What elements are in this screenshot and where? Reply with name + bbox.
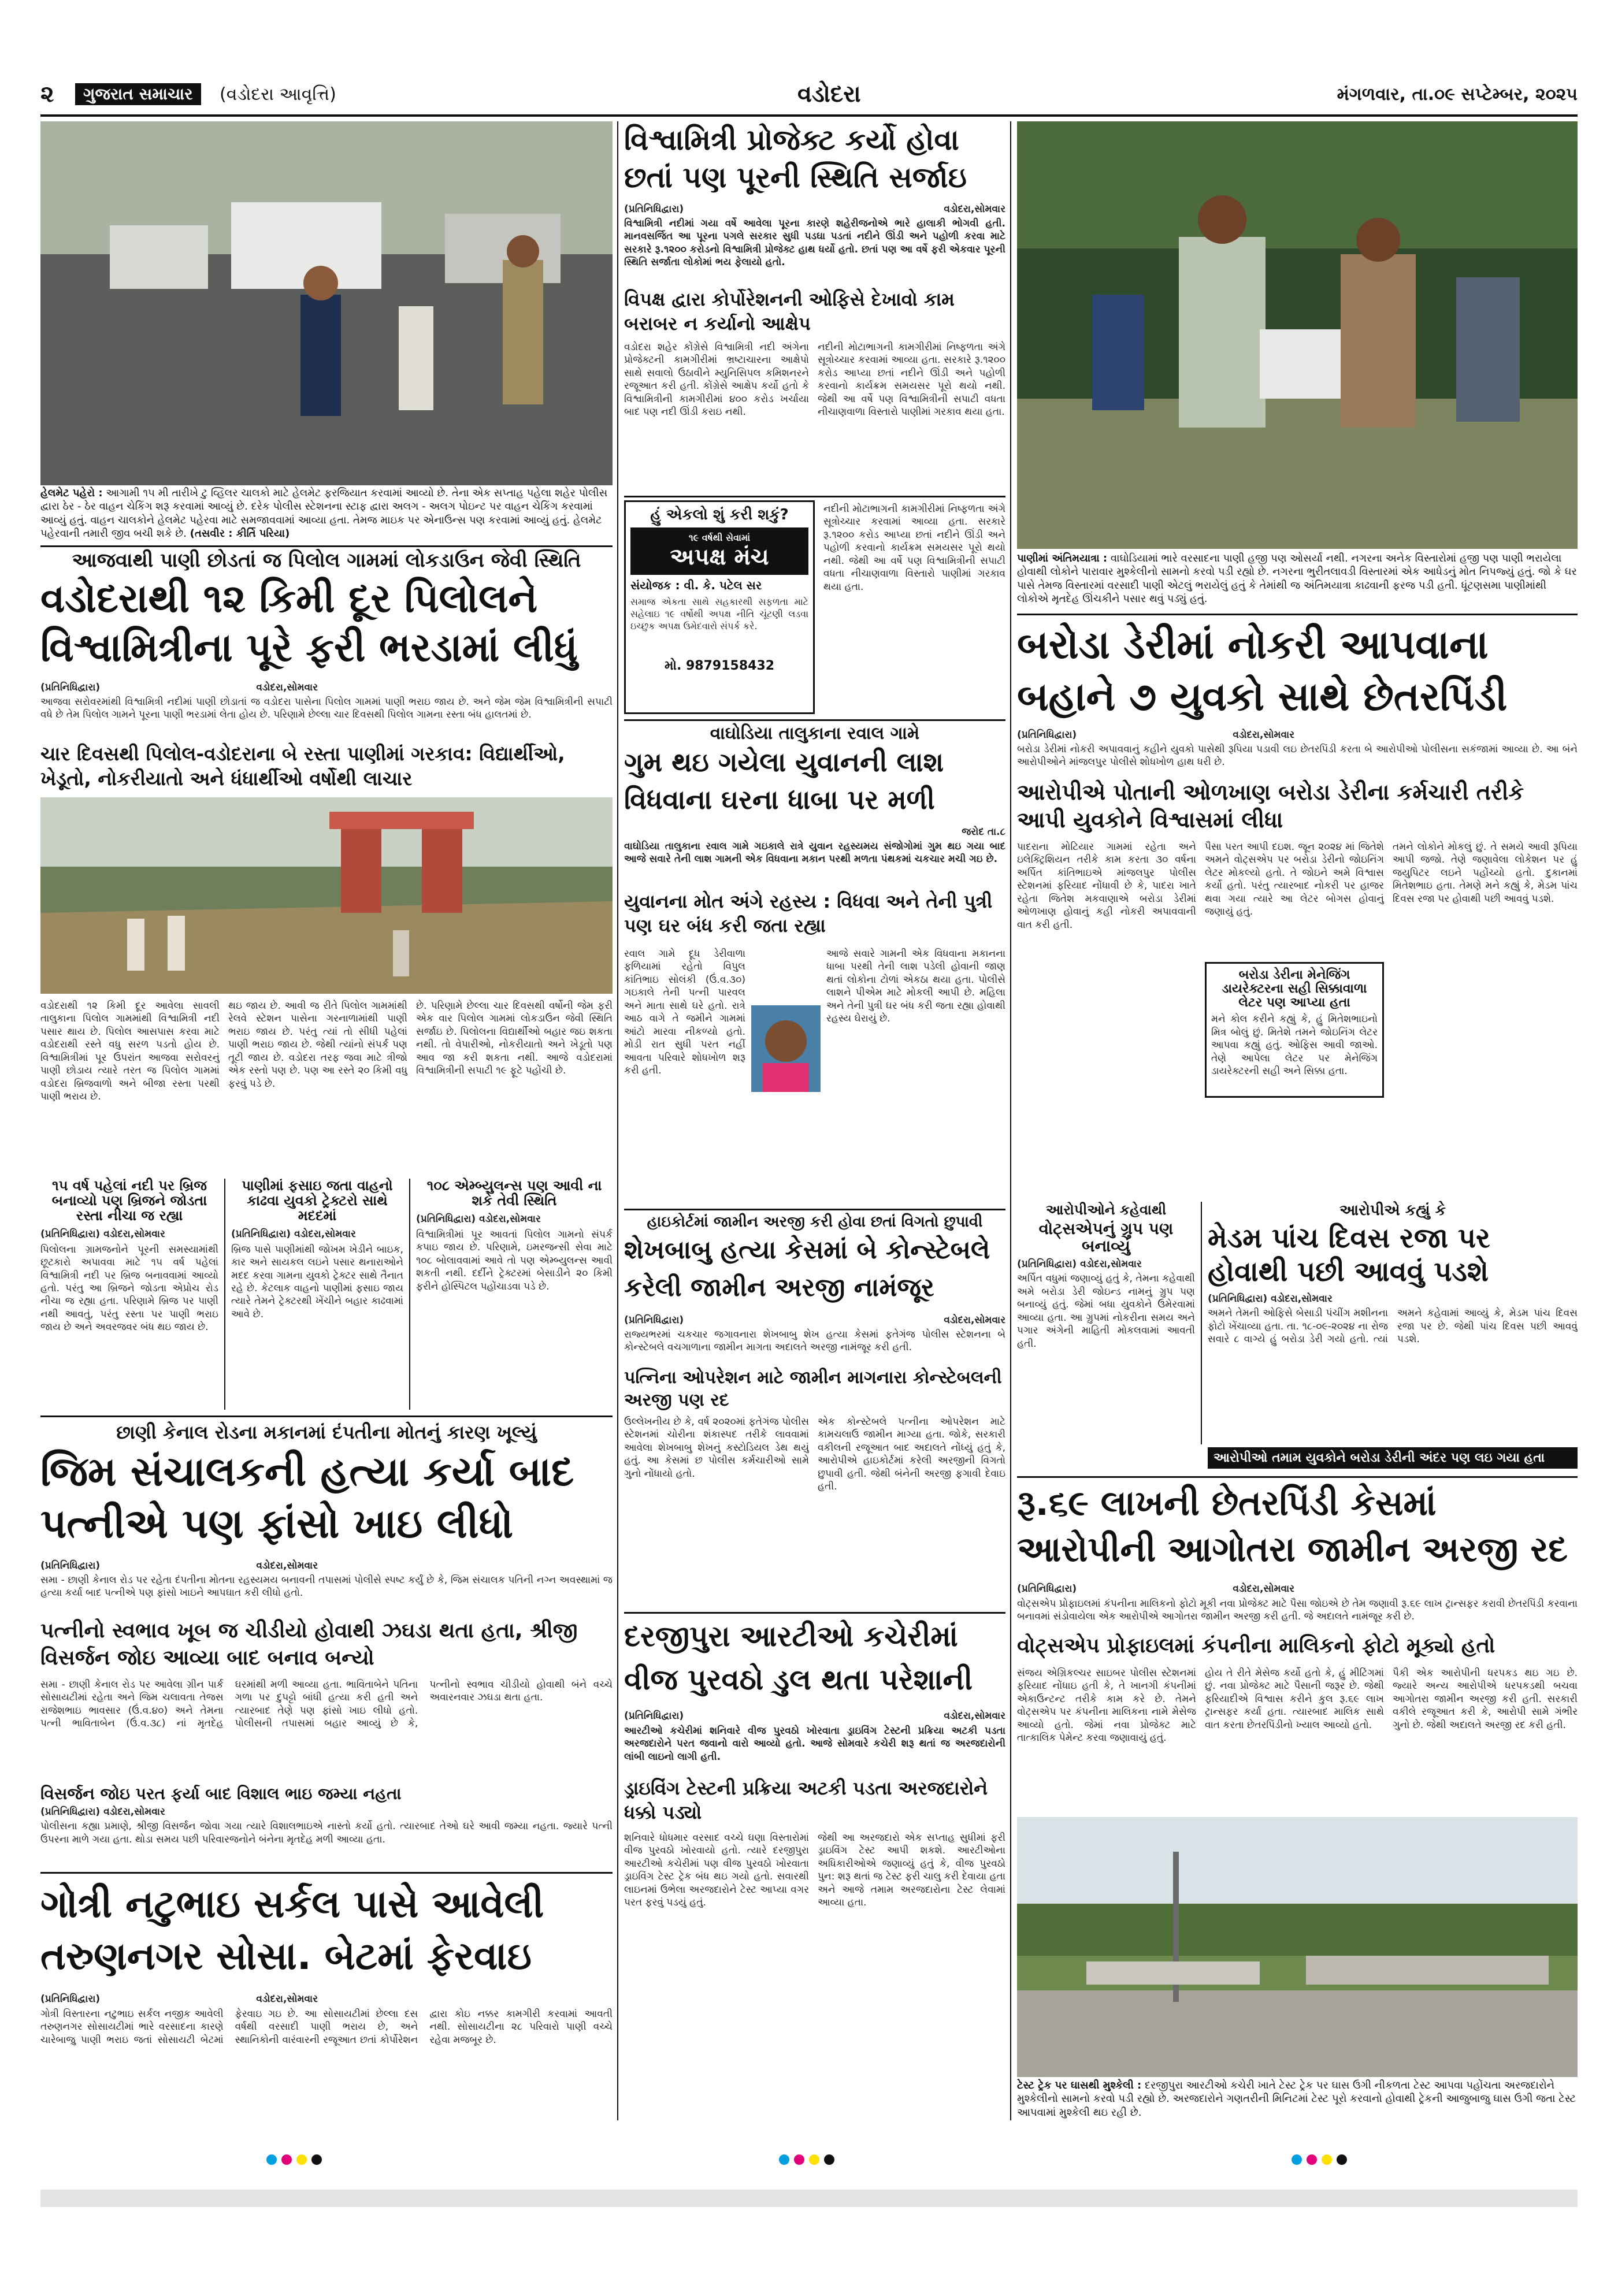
dairy-headline-1: બરોડા ડેરીમાં નોકરી આપવાના — [1017, 622, 1489, 668]
shekhbabu-headline-1: શેખબાબુ હત્યા કેસમાં બે કોન્સ્ટેબલે — [624, 1235, 990, 1265]
darjipura-dateline — [624, 1710, 1005, 1722]
pilol-col-1: વડોદરાથી ૧૨ કિમી દૂર આવેલા સાવલી તાલુકાના પિલોલ ગામમાંથી વિશ્વામિત્રી નદી પસાર થાય છે. પિલોલ આસપાસ કરવા માટે વડોદરાથી રસ્તે વધુ સરળ પડતો હોય છે. વિશ્વામિત્રીમાં પૂર ઉપરાંત આજવા સરોવરનું પાણી છોડાય ત્યારે તરત જ પિલોલ ગામમાં વડોદરા બ્રિજવાળો અને બીજા રસ્તા પરથી પાણી ભરાય છે. — [40, 1000, 220, 1103]
apaksh-text: સમાજ એકતા સાથે સહકારથી સફળતા માટે સહેલાઇ ૧૯ વર્ષોથી અપક્ષ નીતિ ચૂંટણી લડવા ઇચ્છુક અપક્ષ ઉમેદવારો સંપર્ક કરે. — [630, 596, 808, 631]
chhani-box-title: વિસર્જન જોઇ પરત ફર્યા બાદ વિશાલ ભાઇ જમ્યા નહતા — [40, 1784, 402, 1803]
vishwamitri-headline-2: છતાં પણ પૂરની સ્થિતિ સર્જાઇ — [624, 161, 967, 194]
pilol-box-tractor — [231, 1179, 410, 1410]
vishwamitri-subhead: વિપક્ષ દ્વારા કોર્પોરેશનની ઓફિસે દેખાવો કામ બરાબર ન કર્યાનો આક્ષેપ — [624, 288, 955, 335]
funeral-flood-photo — [1017, 121, 1578, 549]
helmet-photo-credit: (તસવીર : કીર્તિ પરિયા) — [190, 527, 290, 540]
darjipura-headline-2: વીજ પુરવઠો ડુલ થતા પરેશાની — [624, 1663, 973, 1696]
helmet-check-photo — [40, 121, 613, 485]
divider — [40, 545, 613, 547]
column-rule — [617, 121, 618, 2120]
print-grey-strip — [40, 2190, 1578, 2207]
darjipura-subhead: ડ્રાઇવિંગ ટેસ્ટની પ્રક્રિયા અટકી પડતા અરજદારોને ધક્કો પડ્યો — [624, 1777, 988, 1823]
madam-kicker: આરોપીએ કહ્યું કે — [1339, 1202, 1446, 1219]
apaksh-ad — [624, 500, 815, 714]
fraud69-subhead: વોટ્સએપ પ્રોફાઇલમાં કંપનીના માલિકનો ફોટો મૂક્યો હતો — [1017, 1634, 1495, 1658]
shekhbabu-headline-2: કરેલી જામીન અરજી નામંજૂર — [624, 1273, 934, 1302]
fraud69-col-1: સંજય એગ્રિકલ્ચર સાઇબર પોલીસ સ્ટેશનમાં ફરિયાદ નોંધાઇ હતી કે, તે ખાનગી કંપનીમાં એકાઉન્ટન્ટ તરીકે કામ કરે છે. તેમને વોટ્સએપ પર કંપનીના માલિકના નામે મેસેજ આવ્યો હતો. જેમાં નવા પ્રોજેક્ટ માટે તાત્કાલિક પેમેન્ટ કરવા જણાવાયું હતું. — [1017, 1667, 1196, 1744]
dateline-source: (પ્રતિનિધિદ્વારા) — [624, 203, 684, 215]
pilol-col-2: થઇ જાય છે. આવી જ રીતે પિલોલ ગામમાંથી રેલવે સ્ટેશન પાસેના ગરનાળામાંથી પાણી ભરાઇ જાય છે. પરંતુ ત્યાં તો સીધી પહેલાં પાણી ભરાઇ જાય છે. જેથી ત્યાંનો સંપર્ક પણ તૂટી જાય છે. વડોદરા તરફ જવા માટે ત્રીજો એક રસ્તો પણ છે. પણ આ રસ્તે ૨૦ કિમી વધુ ફરવું પડે છે. — [228, 1000, 407, 1090]
divider — [1017, 614, 1578, 615]
registration-mark-group — [266, 2154, 326, 2167]
tractor-box-body: બ્રિજ પાસે પાણીમાંથી જોખમ ખેડીને બાઇક, કાર અને સાયકલ લઇને પસાર થનારાઓને મદદ કરવા ગામના યુવકો ટ્રેક્ટર સાથે તૈનાત રહે છે. કેટલાક વાહનો પાણીમાં ફસાઇ જાય ત્યારે તેમને ટ્રેક્ટરથી ખેંચીને બહાર કાઢવામાં આવે છે. — [231, 1243, 403, 1320]
edition-label: (વડોદરા આવૃત્તિ) — [220, 84, 336, 105]
paper-name: ગુજરાત સમાચાર — [75, 83, 201, 105]
dairy-letter-box — [1205, 962, 1384, 1098]
shekhbabu-lead: રાજ્યભરમાં ચકચાર જગાવનારા શેખબાબુ શેખ હત્યા કેસમાં ફતેગંજ પોલીસ સ્ટેશનના બે કોન્સ્ટેબલે વચગાળાના જામીન માગતા અદાલતે અરજી નામંજૂર કરી હતી. — [624, 1329, 1005, 1354]
registration-marks-bottom — [40, 2149, 1578, 2172]
helmet-photo-caption — [40, 486, 613, 544]
ambulance-box-body: વિશ્વામિત્રીમાં પૂર આવતાં પિલોલ ગામનો સંપર્ક કપાઇ જાય છે. પરિણામે, ઇમરજન્સી સેવા માટે ૧૦૮ બોલાવવામાં આવે તો પણ એમ્બ્યુલન્સ આવી શકતી નથી. દર્દીને ટ્રેક્ટરમાં બેસાડીને ૨૦ કિમી ફરીને હોસ્પિટલ પહોંચાડવા પડે છે. — [416, 1228, 613, 1292]
apaksh-brand: અપક્ષ મંચ — [670, 544, 769, 571]
fraud69-dateline — [1017, 1583, 1294, 1595]
madam-box — [1208, 1202, 1578, 1444]
madam-headline: મેડમ પાંચ દિવસ રજા પર હોવાથી પછી આવવું પડશે — [1208, 1222, 1490, 1288]
ambulance-box-dateline: (પ્રતિનિધિદ્વારા) વડોદરા,સોમવાર — [416, 1213, 541, 1225]
rto-caption-text: દરજીપુરા આરટીઓ કચેરી ખાતે ટેસ્ટ ટ્રેક પર ઘાસ ઉગી નીકળતા ટેસ્ટ આપવા પહોંચતા અરજદારોને મુશ્કેલીનો સામનો કરવો પડી રહ્યો છે. અરજદારોને ગણતરીની મિનિટમાં ટેસ્ટ પૂરો કરવાનો હોવાથી ટ્રેકની આજુબાજુ ઘાસ ઉગી જતા ટેસ્ટ આપવામાં મુશ્કેલી થઇ રહી છે. — [1017, 2079, 1576, 2119]
vaghodiya-lead: વાઘોડિયા તાલુકાના રવાલ ગામે ગઇકાલે રાત્રે યુવાન રહસ્યમય સંજોગોમાં ગુમ થઇ ગયા બાદ આજે સવારે તેની લાશ ગામની એક વિધવાના મકાન પરથી મળતા પંથકમાં ચકચાર મચી ગઇ છે. — [624, 841, 1005, 865]
darjipura-col-1: શનિવારે ધોધમાર વરસાદ વચ્ચે ઘણા વિસ્તારોમાં વીજ પુરવઠો ખોરવાયો હતો. ત્યારે દરજીપુરા આરટીઓ કચેરીમાં પણ વીજ પુરવઠો ખોરવાતા ડ્રાઇવિંગ ટેસ્ટ ટ્રેક બંધ થઇ ગયો હતો. સવારથી લાઇનમાં ઉભેલા અરજદારોને ટેસ્ટ આપ્યા વગર પરત ફરવું પડયું હતું. — [624, 1832, 809, 1909]
masthead-rule — [40, 114, 1578, 117]
apaksh-phone: મો. 9879158432 — [664, 658, 775, 673]
funeral-flood-illustration — [1017, 121, 1578, 549]
pilol-box-ambulance — [416, 1179, 613, 1410]
tractor-box-title: પાણીમાં ફસાઇ જતા વાહનો કાઢવા યુવકો ટ્રેક્ટરો સાથે મદદમાં — [242, 1177, 393, 1224]
pilol-headline-1: વડોદરાથી ૧૨ કિમી દૂર પિલોલને — [40, 576, 538, 622]
dateline-place: વડોદરા,સોમવાર — [944, 1710, 1005, 1722]
ambulance-box-title: ૧૦૮ એમ્બ્યુલન્સ પણ આવી ના શકે તેવી સ્થિતિ — [426, 1177, 602, 1209]
whatsapp-body: અર્પિત વધુમાં જણાવ્યું હતું કે, તેમના કહેવાથી અમે બરોડા ડેરી જોઇન્ડ નામનું ગ્રુપ પણ બનાવ્યું હતું. જેમાં બધા યુવકોને ઉમેરવામાં આવ્યા હતા. આ ગ્રુપમાં નોકરીના સમય અને પગાર અંગેની માહિતી મોકલવામાં આવતી હતી. — [1017, 1273, 1195, 1350]
darjipura-lead: આરટીઓ કચેરીમાં શનિવારે વીજ પુરવઠો ખોરવાતા ડ્રાઇવિંગ ટેસ્ટની પ્રક્રિયા અટકી પડતા અરજદારોને પરત જવાનો વારો આવ્યો હતો. આજે સોમવારે કચેરી શરૂ થતાં જ અરજદારોની લાંબી લાઇનો લાગી હતી. — [624, 1725, 1005, 1763]
dairy-col-2: પૈસા પરત આપી દઇશ. જૂન ૨૦૨૪ માં જિતેશે અમને વોટ્સએપ પર બરોડા ડેરીનો જોઇનિંગ લેટર મોકલ્યો હતો. તે જોઇને અમે વિશ્વાસ કર્યો હતો. પરંતુ ત્યારબાદ નોકરી પર હાજર થવા ગયા ત્યારે આ લેટર બોગસ હોવાનું જણાયું હતું. — [1205, 841, 1384, 918]
vishwamitri-lead: વિશ્વામિત્રી નદીમાં ગયા વર્ષે આવેલા પૂરના કારણે શહેરીજનોએ ભારે હાલાકી ભોગવી હતી. માનવસર્જિત આ પૂરના પગલે સરકાર સુધી પડઘા પડતાં નદીને ઊંડી અને પહોળી કરવા માટે સરકારે રૂ.૧૨૦૦ કરોડનો વિશ્વામિત્રી પ્રોજેક્ટ હાથ ધર્યો હતો. છતાં પણ આ વર્ષે ફરી એકવાર પૂરની સ્થિતિ સર્જાતા લોકોમાં ભય ફેલાયો હતો. — [624, 218, 1005, 269]
vaghodiya-col-1: રવાલ ગામે દૂધ ડેરીવાળા ફળિયામાં રહેતો વિપુલ કાંતિભાઇ સોલંકી (ઉં.વ.૩૦) ગઇકાલે તેની પત્ની પારવલ અને માતા સાથે ઘરે હતો. રાત્રે આઠ વાગે તે જમીને ગામમાં આંટો મારવા નીકળ્યો હતો. મોડી રાત સુધી પરત નહીં આવતા પરિવારે શોધખોળ શરૂ કરી હતી. — [624, 948, 745, 1076]
divider — [1017, 1476, 1578, 1478]
masthead — [40, 81, 1578, 110]
divider — [624, 1612, 1005, 1614]
apaksh-title: હું એકલો શું કરી શકું? — [650, 506, 789, 523]
chhani-headline-2: પત્નીએ પણ ફાંસો ખાઇ લીધો — [40, 1500, 514, 1547]
divider — [40, 1872, 613, 1874]
dateline-source: (પ્રતિનિધિદ્વારા) — [1017, 729, 1077, 741]
chhani-kicker: છાણી કેનાલ રોડના મકાનમાં દંપતીના મોતનું કારણ ખૂલ્યું — [116, 1421, 537, 1443]
dairy-letter-box-body: મને કોલ કરીને કહ્યું કે, હું મિતેશભાઇનો મિત્ર બોલું છું. મિતેશે તમને જોઇનિંગ લેટર આપવા કહ્યું હતું. ઓફિસ આવી જાઓ. તેણે આપેલા લેટર પર મેનેજિંગ ડાયરેક્ટરની સહી અને સિક્કા હતા. — [1211, 1013, 1378, 1077]
darjipura-col-2: જેથી આ અરજદારો એક સપ્તાહ સુધીમાં ફરી ડ્રાઇવિંગ ટેસ્ટ આપી શકશે. આરટીઓના અધિકારીઓએ જણાવ્યું હતું કે, વીજ પુરવઠો પુન: શરૂ થતાં જ ટેસ્ટ ફરી ચાલુ કરી દેવાયા હતા અને આજે તમામ અરજદારોના ટેસ્ટ લેવામાં આવ્યા હતા. — [818, 1832, 1005, 1909]
chhani-box-body: પોલીસના કહ્યા પ્રમાણે, શ્રીજી વિસર્જન જોવા ગયા ત્યારે વિશાલભાઇએ નાસ્તો કર્યો હતો. ત્યારબાદ તેઓ ઘરે આવી જમ્યા નહતા. જ્યારે પત્ની ઉપરના માળે ગયા હતા. થોડા સમય પછી પરિવારજનોને બંનેના મૃતદેહ મળી આવ્યા હતા. — [40, 1821, 613, 1845]
shekhbabu-dateline — [624, 1314, 1005, 1326]
apaksh-convener: સંયોજક : વી. કે. પટેલ સર — [630, 578, 762, 593]
bridge-box-title: ૧૫ વર્ષ પહેલાં નદી પર બ્રિજ બનાવ્યો પણ બ્રિજને જોડતા રસ્તા નીચા જ રહ્યા — [51, 1177, 207, 1224]
pilol-dateline — [40, 682, 318, 693]
divider — [624, 1209, 1005, 1210]
madam-dateline: (પ્રતિનિધિદ્વારા) વડોદરા,સોમવાર — [1208, 1293, 1333, 1305]
dateline-place: વડોદરા,સોમવાર — [256, 1560, 318, 1571]
fraud69-headline-2: આરોપીની આગોતરા જામીન અરજી રદ — [1017, 1529, 1568, 1570]
funeral-photo-caption — [1017, 552, 1578, 612]
chhani-dateline — [40, 1560, 318, 1571]
gotri-body: ગોત્રી વિસ્તારના નટુભાઇ સર્કલ નજીક આવેલી તરુણનગર સોસાયટીમાં ભારે વરસાદના કારણે ચારેબાજુ પાણી ભરાઇ જતાં સોસાયટી બેટમાં ફેરવાઇ ગઇ છે. આ સોસાયટીમાં છેલ્લા દસ વર્ષથી વરસાદી પાણી ભરાય છે, અને સ્થાનિકોની વારંવારની રજૂઆત છતાં કોર્પોરેશન દ્વારા કોઇ નક્કર કામગીરી કરવામાં આવતી નથી. સોસાયટીના ૨૮ પરિવારો પાણી વચ્ચે રહેવા મજબૂર છે. — [40, 2008, 613, 2046]
whatsapp-dateline: (પ્રતિનિધિદ્વારા) વડોદરા,સોમવાર — [1017, 1258, 1142, 1270]
registration-mark-group — [1292, 2154, 1352, 2167]
dateline-place: વડોદરા,સોમવાર — [1233, 729, 1294, 741]
whatsapp-title: વોટ્સએપનું ગ્રુપ પણ બનાવ્યું — [1038, 1219, 1174, 1256]
shekhbabu-kicker: હાઇકોર્ટમાં જામીન અરજી કરી હોવા છતાં વિગતો છુપાવી — [647, 1213, 983, 1231]
darjipura-headline-1: દરજીપુરા આરટીઓ કચેરીમાં — [624, 1619, 958, 1653]
shekhbabu-subhead: પત્નિના ઓપરેશન માટે જામીન માગનારા કોન્સ્ટેબલની અરજી પણ રદ — [624, 1368, 1002, 1410]
whatsapp-kicker: આરોપીઓને કહેવાથી — [1045, 1202, 1167, 1218]
dairy-lead: બરોડા ડેરીમાં નોકરી અપાવવાનું કહીને યુવકો પાસેથી રૂપિયા પડાવી લઇ છેતરપિંડી કરતા બે આરોપીઓ પોલીસના સકંજામાં આવ્યા છે. આ બંને આરોપીઓને માંજલપુર પોલીસે શોધખોળ હાથ ધરી છે. — [1017, 744, 1578, 768]
dateline-place: વડોદરા,સોમવાર — [256, 682, 318, 693]
bridge-box-dateline: (પ્રતિનિધિદ્વારા) વડોદરા,સોમવાર — [40, 1228, 165, 1240]
pilol-kicker: આજવાથી પાણી છોડતાં જ પિલોલ ગામમાં લોકડાઉન જેવી સ્થિતિ — [72, 549, 581, 572]
shekhbabu-col-1: ઉલ્લેખનીય છે કે, વર્ષ ૨૦૨૦માં ફતેગંજ પોલીસ સ્ટેશનમાં ચોરીના શંકાસ્પદ તરીકે લાવવામાં આવેલા શેખબાબુ શેખનું કસ્ટોડિયલ ડેથ થયું હતું. આ કેસમાં છ પોલીસ કર્મચારીઓ સામે ગુનો નોંધાયો હતો. — [624, 1416, 809, 1480]
apaksh-brand-sub: ૧૯ વર્ષથી સેવામાં — [688, 532, 751, 544]
pilol-col-3: છે. પરિણામે છેલ્લા ચાર દિવસથી વર્ષોની જેમ ફરી એક વાર પિલોલ ગામમાં લોકડાઉન જેવી સ્થિતિ સર્જાઇ છે. પિલોલના વિદ્યાર્થીઓ બહાર જઇ શકતા નથી. તો વેપારીઓ, નોકરીયાતો અને ખેડૂતો પણ આવ જા કરી શકતા નથી. આજે વડોદરામાં વિશ્વામિત્રીની સપાટી ૧૯ ફૂટે પહોંચી છે. — [416, 1000, 613, 1077]
chhani-box-dateline: (પ્રતિનિધિદ્વારા) વડોદરા,સોમવાર — [40, 1806, 165, 1818]
gotri-headline-1: ગોત્રી નટુભાઇ સર્કલ પાસે આવેલી — [40, 1882, 544, 1926]
rto-photo-caption — [1017, 2079, 1578, 2120]
fraud69-lead: વોટ્સએપ પ્રોફાઇલમાં કંપનીના માલિકનો ફોટો મૂકી નવા પ્રોજેક્ટ માટે પૈસા જોઇએ છે તેમ જણાવી રૂ.૬૯ લાખ ટ્રાન્સફર કરાવી છેતરપિંડી કરવાના બનાવમાં સંડોવાયેલા એક આરોપીએ આગોતરા જામીન અરજી કરી હતી. જે અદાલતે નામંજૂર કરી છે. — [1017, 1598, 1578, 1623]
madam-body: અમને તેમની ઓફિસે બેસાડી પંચીંગ મશીનના ફોટો ખેંચાવ્યા હતા. તા. ૧૮-૦૯-૨૦૨૪ ના રોજ સવારે ૮ વાગ્યે હું બરોડા ડેરી ગયો હતો. ત્યાં અમને કહેવામાં આવ્યું કે, મેડમ પાંચ દિવસ રજા પર છે. જેથી પાંચ દિવસ પછી આવવું પડશે. — [1208, 1307, 1578, 1346]
vishwamitri-col-2: નદીની મોટાભાગની કામગીરીમાં નિષ્ફળતા અંગે સૂત્રોચ્ચાર કરવામાં આવ્યા હતા. સરકારે રૂ.૧૨૦૦ કરોડ આપ્યા છતાં નદીને ઊંડી અને પહોળી કરવાનો કાર્યક્રમ સમયસર પૂરો થયો નથી. જેથી આ વર્ષે પણ વિશ્વામિત્રીની સપાટી વધતા નીચાણવાળા વિસ્તારો પાણીમાં ગરકાવ થયા હતા. — [818, 341, 1005, 418]
gotri-headline-2: તરુણનગર સોસા. બેટમાં ફેરવાઇ — [40, 1934, 532, 1978]
pilol-flood-photo — [40, 797, 613, 994]
pilol-lead: આજવા સરોવરમાંથી વિશ્વામિત્રી નદીમાં પાણી છોડાતાં જ વડોદરા પાસેના પિલોલ ગામમાં પાણી ભરાઇ જાય છે. અને જેમ જેમ વિશ્વામિત્રીની સપાટી વધે છે તેમ પિલોલ ગામને પૂરના પાણી ભરડામાં લેતા હોય છે. પરિણામે છેલ્લા ચાર દિવસથી પિલોલ ગામના રસ્તા બંધ હાલતમાં છે. — [40, 696, 613, 721]
dateline-source: (પ્રતિનિધિદ્વારા) — [1017, 1583, 1077, 1595]
apaksh-brand-block — [630, 527, 808, 575]
dateline-place: જરોદ તા.૮ — [962, 826, 1005, 838]
vaghodiya-subhead: યુવાનના મોત અંગે રહસ્ય : વિધવા અને તેની પુત્રી પણ ઘર બંધ કરી જતા રહ્યા — [624, 890, 993, 937]
fraud69-headline-1: રૂ.૬૯ લાખની છેતરપિંડી કેસમાં — [1017, 1483, 1437, 1524]
vaghodiya-col-2: આજે સવારે ગામની એક વિધવાના મકાનના ધાબા પરથી તેની લાશ પડેલી હોવાની જાણ થતાં લોકોના ટોળાં એકઠા થયા હતા. પોલીસે લાશને પીએમ માટે મોકલી આપી છે. મહિલા અને તેની પુત્રી ઘર બંધ કરી જતા રહ્યા હોવાથી રહસ્ય ઘેરાયું છે. — [826, 948, 1005, 1025]
chhani-subhead: પત્નીનો સ્વભાવ ખૂબ જ ચીડીયો હોવાથી ઝઘડા થતા હતા, શ્રીજી વિસર્જન જોઇ આવ્યા બાદ બનાવ બન્યો — [40, 1619, 578, 1670]
funeral-caption-label: પાણીમાં અંતિમયાત્રા : — [1017, 552, 1108, 564]
dairy-headline-2: બહાને ૭ યુવકો સાથે છેતરપિંડી — [1017, 674, 1508, 720]
vaghodiya-headline-2: વિધવાના ઘરના ધાબા પર મળી — [624, 784, 935, 815]
chhani-body: સમા - છાણી કેનાલ રોડ પર આવેલા ગ્રીન પાર્ક સોસાયટીમાં રહેતા અને જિમ ચલાવતા તેજસ રાજેશભાઇ ભાવસાર (ઉં.વ.૪૦) અને તેમના પત્ની ભાવિતાબેન (ઉં.વ.૩૮) નાં મૃતદેહ ઘરમાંથી મળી આવ્યા હતા. ભાવિતાબેને પતિના ગળા પર દુપટ્ટો બાંધી હત્યા કરી હતી અને ત્યારબાદ તેણે પણ ફાંસો ખાઇ લીધો હતો. પોલીસની તપાસમાં બહાર આવ્યું છે કે, પત્નીનો સ્વભાવ ચીડીયો હોવાથી બંને વચ્ચે અવારનવાર ઝઘડા થતા હતા. — [40, 1679, 613, 1730]
divider — [624, 719, 1005, 721]
whatsapp-group-box — [1017, 1202, 1202, 1444]
dairy-col-1: પાદરાના મોટિયાર ગામમાં રહેતા અને ઇલેક્ટ્રિશિયન તરીકે કામ કરતા ૩૦ વર્ષના અર્પિત કાંતિભાઇએ માંજલપુર પોલીસ સ્ટેશનમાં ફરિયાદ નોંધાવી છે કે, પાદરા ખાતે રહેતા જિતેશ મકવાણાએ બરોડા ડેરીમાં ઓળખાણ હોવાનું કહી નોકરી અપાવવાની વાત કરી હતી. — [1017, 841, 1196, 931]
dateline-place: વડોદરા,સોમવાર — [256, 1993, 318, 2005]
chhani-lead: સમા - છાણી કેનાલ રોડ પર રહેતા દંપતીના મોતના રહસ્યમય બનાવની તપાસમાં પોલીસે સ્પષ્ટ કર્યું છે કે, જિમ સંચાલક પતિની નગ્ન અવસ્થામાં જ હત્યા કર્યા બાદ પત્નીએ પણ ફાંસો ખાઇને આપઘાત કરી લીધો હતો. — [40, 1574, 613, 1599]
chhani-box — [40, 1785, 613, 1866]
tractor-box-dateline: (પ્રતિનિધિદ્વારા) વડોદરા,સોમવાર — [231, 1228, 356, 1240]
registration-mark-group — [779, 2154, 839, 2167]
dateline-source: (પ્રતિનિધિદ્વારા) — [40, 1560, 101, 1571]
dairy-subhead: આરોપીએ પોતાની ઓળખાણ બરોડા ડેરીના કર્મચારી તરીકે આપી યુવકોને વિશ્વાસમાં લીધા — [1017, 779, 1524, 833]
dateline-place: વડોદરા,સોમવાર — [944, 1314, 1005, 1326]
dairy-letter-box-title: બરોડા ડેરીના મેનેજિંગ ડાયરેક્ટરના સહી સિક્કાવાળા લેટર પણ આપ્યા હતા — [1222, 968, 1367, 1010]
bridge-box-body: પિલોલના ગ્રામજનોને પૂરની સમસ્યામાંથી છૂટકારો અપાવવા માટે ૧૫ વર્ષ પહેલાં વિશ્વામિત્રી નદી પર બ્રિજ બનાવવામાં આવ્યો હતો. પરંતુ આ બ્રિજને જોડતા એપ્રોચ રોડ નીચા જ રહ્યા હતા. પરિણામે બ્રિજ પર પાણી નથી આવતું, પરંતુ રસ્તા પર પાણી ભરાઇ જાય છે અને અવરજવર બંધ થઇ જાય છે. — [40, 1243, 218, 1333]
divider — [40, 1416, 613, 1417]
column-rule — [1010, 121, 1011, 2120]
helmet-check-illustration — [40, 121, 613, 485]
issue-date: મંગળવાર, તા.૦૯ સપ્ટેમ્બર, ૨૦૨૫ — [1337, 84, 1578, 105]
dateline-source: (પ્રતિનિધિદ્વારા) — [40, 682, 101, 693]
page-number: ૨ — [40, 81, 54, 107]
pilol-headline-2: વિશ્વામિત્રીના પૂરે ફરી ભરડામાં લીધું — [40, 625, 578, 671]
dateline-place: વડોદરા,સોમવાર — [1233, 1583, 1294, 1595]
shekhbabu-col-2: એક કોન્સ્ટેબલે પત્નીના ઓપરેશન માટે કામચલાઉ જામીન માગ્યા હતા. જોકે, સરકારી વકીલની રજૂઆત બાદ અદાલતે નોંધ્યું હતું કે, આરોપીએ હાઇકોર્ટમાં કરેલી અરજીની વિગતો છુપાવી હતી. જેથી બંનેની અરજી ફગાવી દેવાઇ હતી. — [818, 1416, 1005, 1493]
helmet-caption-text: આગામી ૧૫ મી તારીખે ટુ વ્હિલર ચાલકો માટે હેલમેટ ફરજિયાત કરવામાં આવ્યો છે. તેના એક સપ્તાહ પહેલા શહેર પોલીસ દ્વારા ઠેર - ઠેર વાહન ચેકિંગ શરૂ કરવામાં આવ્યું છે. દરેક પોલીસ સ્ટેશનના સ્ટાફ દ્વારા અલગ - અલગ પોઇન્ટ પર વાહન ચેકિંગ કરવામાં આવ્યું હતું. વાહન ચાલકોને હેલમેટ પહેરવા માટે સમજાવવામાં આવ્યા હતા. તેમજ માઇક પર એનાઉન્સ પણ કરવામાં આવ્યું હતું. હેલમેટ પહેરવાની તમારી જીવ બચી શકે છે. — [40, 487, 608, 540]
funeral-caption-text: વાઘોડિયામાં ભારે વરસાદના પાણી હજી પણ ઓસર્યા નથી. નગરના અનેક વિસ્તારોમાં હજી પણ પાણી ભરાયેલા હોવાથી લોકોને પારાવાર મુશ્કેલીનો સામનો કરવો પડી રહ્યો છે. નગરના ભુરીતલાવડી વિસ્તારમાં એક આધેડનું મોત નિપજ્યું હતું. જો કે ઘર પાસે તેમજ વિસ્તારમાં વરસાદી પાણી એટલું ભરાયેલું હતું કે તેમાંથી જ અંતિમયાત્રા કાઢવાની ફરજ પડી હતી. ધૂંટણસમા પાણીમાંથી લોકોએ મૃતદેહ ઊંચકીને પસાર થવું પડ્યું હતું. — [1017, 552, 1577, 605]
dateline-source: (પ્રતિનિધિદ્વારા) — [40, 1993, 101, 2005]
dateline-place: વડોદરા,સોમવાર — [944, 203, 1005, 215]
vishwamitri-headline-1: વિશ્વામિત્રી પ્રોજેક્ટ કર્યો હોવા — [624, 123, 959, 157]
rto-track-illustration — [1017, 1817, 1578, 2077]
city-label: વડોદરા — [797, 81, 861, 107]
fraud69-col-3: પૈકી એક આરોપીની ધરપકડ થઇ ગઇ છે. જ્યારે અન્ય આરોપીએ ધરપકડથી બચવા આગોતરા જામીન અરજી કરી હતી. સરકારી વકીલે રજૂઆત કરી કે, આરોપી સામે ગંભીર ગુનો છે. જેથી અદાલતે અરજી રદ કરી હતી. — [1393, 1667, 1578, 1731]
pilol-subhead: ચાર દિવસથી પિલોલ-વડોદરાના બે રસ્તા પાણીમાં ગરકાવ: વિદ્યાર્થીઓ, ખેડૂતો, નોકરીયાતો અને ધંધાર્થીઓ વર્ષોથી લાચાર — [40, 742, 565, 790]
rto-caption-label: ટેસ્ટ ટ્રેક પર ઘાસથી મુશ્કેલી : — [1017, 2079, 1142, 2091]
dairy-footer-bar: આરોપીઓ તમામ યુવકોને બરોડા ડેરીની અંદર પણ લઇ ગયા હતા — [1208, 1447, 1578, 1469]
fraud69-col-2: હોય તે રીતે મેસેજ કર્યો હતો કે, હું મીટિંગમાં છું. નવા પ્રોજેક્ટ માટે પૈસાની જરૂર છે. જેથી ફરિયાદીએ વિશ્વાસ કરીને કુલ રૂ.૬૯ લાખ ટ્રાન્સફર કર્યા હતા. ત્યારબાદ માલિક સાથે વાત કરતા છેતરપિંડીનો ખ્યાલ આવ્યો હતો. — [1205, 1667, 1384, 1731]
chhani-headline-1: જિમ સંચાલકની હત્યા કર્યા બાદ — [40, 1448, 574, 1495]
victim-portrait-illustration — [751, 1005, 821, 1092]
vaghodiya-dateline — [624, 826, 1005, 838]
vishwamitri-dateline — [624, 203, 1005, 215]
vishwamitri-col-1: વડોદરા શહેર કોંગ્રેસે વિશ્વામિત્રી નદી અંગેના પ્રોજેક્ટની કામગીરીમાં ભ્રષ્ટાચારના આક્ષેપો સાથે સવાલો ઉઠાવીને મ્યુનિસિપલ કમિશનરને રજૂઆત કરી હતી. કોંગ્રેસે આક્ષેપ કર્યો હતો કે વિશ્વામિત્રીની કામગીરીમાં ૪૦૦ કરોડ ખર્ચાયા બાદ પણ નદી ઊંડી કરાઇ નથી. — [624, 341, 809, 418]
rto-track-photo — [1017, 1817, 1578, 2077]
victim-portrait-photo — [751, 1005, 821, 1092]
dateline-source: (પ્રતિનિધિદ્વારા) — [624, 1710, 684, 1722]
dairy-col-3: તમને લોકોને મોકલું છું. તે સમયે આવી રૂપિયા આપી જજો. તેણે જણાવેલા લોકેશન પર હું જયુપિટર લઇને પહોંચ્યો હતો. દુકાનમાં મિતેશભાઇ હતા. તેમણે મને કહ્યું કે, મેડમ પાંચ દિવસ રજા પર હોવાથી પછી આવવું પડશે. — [1393, 841, 1578, 905]
dairy-dateline — [1017, 729, 1294, 741]
helmet-caption-label: હેલમેટ પહેરો : — [40, 487, 103, 499]
divider — [624, 496, 1005, 497]
vishwamitri-col-3: નદીની મોટાભાગની કામગીરીમાં નિષ્ફળતા અંગે સૂત્રોચ્ચાર કરવામાં આવ્યા હતા. સરકારે રૂ.૧૨૦૦ કરોડ આપ્યા છતાં નદીને ઊંડી અને પહોળી કરવાનો કાર્યક્રમ સમયસર પૂરો થયો નથી. જેથી આ વર્ષે પણ વિશ્વામિત્રીની સપાટી વધતા નીચાણવાળા વિસ્તારો પાણીમાં ગરકાવ થયા હતા. — [823, 503, 1005, 593]
pilol-box-bridge — [40, 1179, 225, 1410]
vaghodiya-kicker: વાઘોડિયા તાલુકાના રવાલ ગામે — [710, 723, 920, 744]
gotri-dateline — [40, 1993, 318, 2005]
dateline-source: (પ્રતિનિધિદ્વારા) — [624, 1314, 684, 1326]
vaghodiya-headline-1: ગુમ થઇ ગયેલા યુવાનની લાશ — [624, 746, 944, 778]
pilol-flood-illustration — [40, 797, 613, 994]
